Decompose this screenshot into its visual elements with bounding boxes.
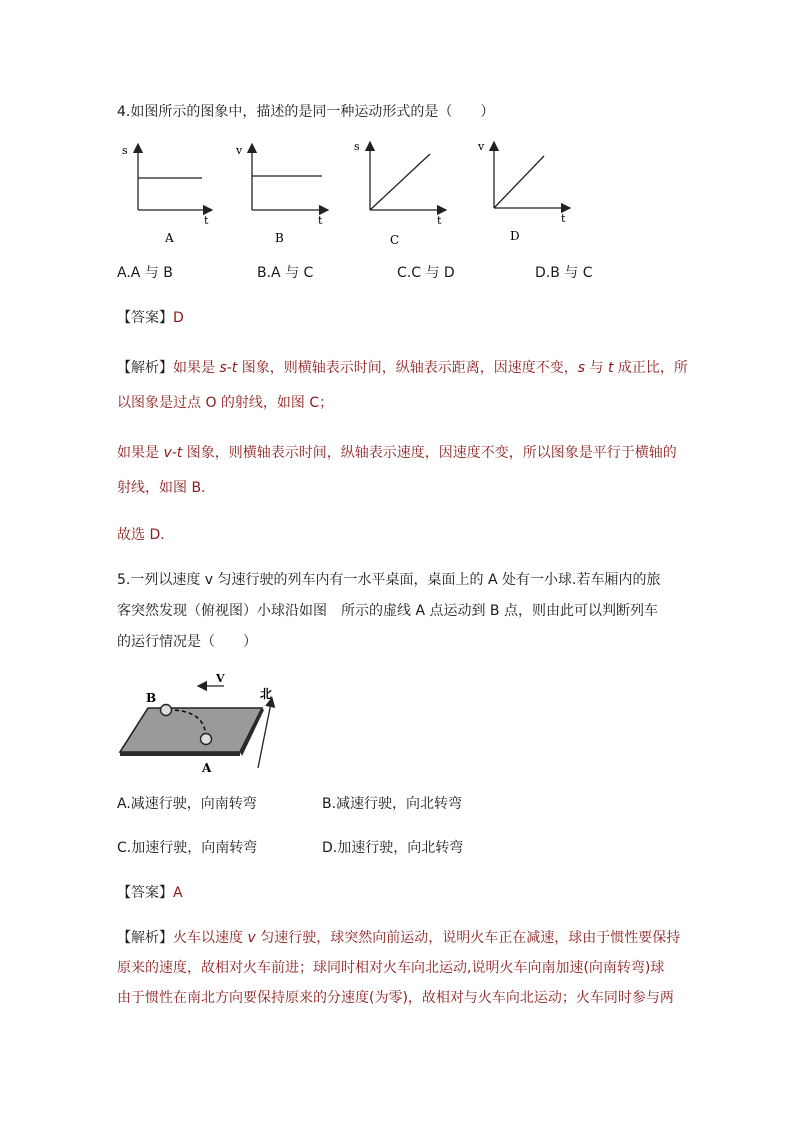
q4-option-d: D.B 与 C — [535, 265, 593, 281]
graph-a-caption: A — [165, 231, 174, 245]
q4-analysis-conclusion: 故选 D. — [117, 527, 165, 543]
graph-a-ylabel: s — [122, 144, 128, 157]
q4-stem: 4.如图所示的图象中，描述的是同一种运动形式的是（ ） — [117, 104, 495, 120]
graph-d — [477, 140, 570, 243]
q4-answer-tag: 【答案】 — [117, 310, 173, 326]
q5-stem-line2: 客突然发现（俯视图）小球沿如图 所示的虚线 A 点运动到 B 点，则由此可以判断列车 — [117, 603, 658, 619]
graph-b-caption: B — [275, 231, 284, 245]
graph-a — [122, 144, 212, 245]
graph-d-ylabel: v — [478, 140, 485, 153]
q4-analysis-line1: 【解析】如果是 s-t 图象，则横轴表示时间，纵轴表示距离，因速度不变，s 与 t 成正比，所 — [117, 360, 688, 376]
q5-option-a: A.减速行驶，向南转弯 — [117, 796, 257, 812]
graph-d-caption: D — [510, 229, 520, 243]
q5-option-b: B.减速行驶，向北转弯 — [322, 796, 463, 812]
q5-analysis-line1: 【解析】火车以速度 v 匀速行驶，球突然向前运动，说明火车正在减速，球由于惯性要保持 — [117, 930, 681, 946]
q4-option-a: A.A 与 B — [117, 265, 173, 281]
q4-analysis-tag: 【解析】 — [117, 360, 173, 376]
label-v: V — [216, 672, 225, 685]
q4-analysis-line3: 如果是 v-t 图象，则横轴表示时间，纵轴表示速度，因速度不变，所以图象是平行于横轴的 — [117, 445, 677, 461]
q5-stem-line1: 5.一列以速度 v 匀速行驶的列车内有一水平桌面，桌面上的 A 处有一小球.若车厢内的旅 — [117, 572, 661, 588]
q5-analysis-line3: 由于惯性在南北方向要保持原来的分速度(为零)，故相对与火车向北运动；火车同时参与两 — [117, 990, 674, 1006]
q5-analysis-line2: 原来的速度，故相对火车前进；球同时相对火车向北运动,说明火车向南加速(向南转弯)球 — [117, 960, 665, 976]
q4-option-b: B.A 与 C — [257, 265, 314, 281]
ball-a — [201, 734, 212, 745]
graph-b — [235, 144, 328, 245]
q5-option-d: D.加速行驶，向北转弯 — [322, 840, 464, 856]
graph-a-xlabel: t — [204, 214, 209, 227]
label-north: 北 — [260, 687, 273, 701]
graph-c-ylabel: s — [354, 140, 360, 153]
graph-b-ylabel: v — [236, 144, 243, 157]
graph-c-caption: C — [390, 233, 400, 247]
ball-b — [161, 705, 172, 716]
graph-d-xlabel: t — [561, 212, 566, 225]
q4-option-c: C.C 与 D — [397, 265, 455, 281]
q4-analysis-line2: 以图象是过点 O 的射线，如图 C； — [117, 395, 334, 411]
q4-answer-value: D — [173, 310, 184, 326]
label-b: B — [146, 691, 157, 705]
table-edge — [120, 752, 240, 756]
graph-c-xlabel: t — [437, 214, 442, 227]
graph-b-xlabel: t — [318, 214, 323, 227]
q4-graphs — [110, 138, 590, 253]
label-a: A — [202, 761, 212, 775]
q4-answer — [117, 308, 184, 328]
q5-answer-value: A — [173, 885, 183, 901]
q5-option-c: C.加速行驶，向南转弯 — [117, 840, 258, 856]
graph-c — [354, 140, 446, 247]
q5-stem-line3: 的运行情况是（ ） — [117, 634, 257, 650]
q4-analysis-line4: 射线，如图 B. — [117, 480, 206, 496]
q5-answer — [117, 883, 183, 903]
q5-analysis-tag: 【解析】 — [117, 930, 173, 946]
q5-answer-tag: 【答案】 — [117, 885, 173, 901]
q5-figure — [116, 672, 281, 777]
